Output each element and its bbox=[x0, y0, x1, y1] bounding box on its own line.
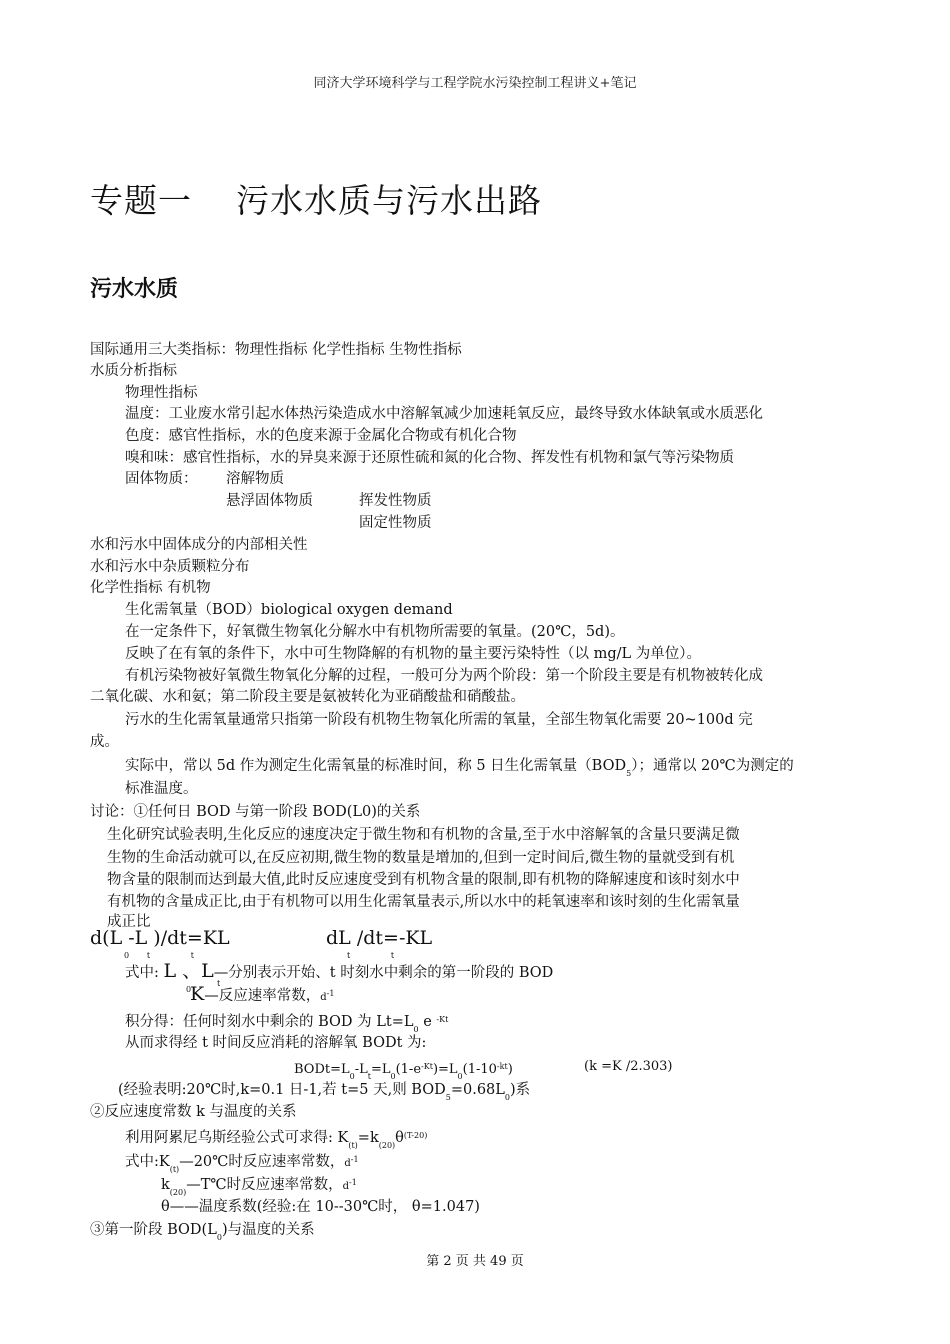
text-run: d bbox=[342, 1181, 350, 1192]
text-run: e bbox=[418, 1014, 437, 1030]
text-run: )与温度的关系 bbox=[221, 1222, 315, 1238]
text-run: 利用阿累尼乌斯经验公式可求得: K bbox=[125, 1130, 349, 1146]
superscript: -Kt bbox=[436, 1015, 449, 1024]
text-line: ②反应速度常数 k 与温度的关系 bbox=[90, 1104, 297, 1120]
equation-1: d(L -L )/dt=KL bbox=[90, 927, 230, 949]
subscript: 5 bbox=[626, 769, 632, 778]
title-part-1: 专题一 bbox=[90, 181, 192, 220]
subscript: (t) bbox=[169, 1165, 180, 1174]
text-line: 水质分析指标 bbox=[90, 363, 177, 379]
subscript: 0 bbox=[504, 1093, 511, 1102]
text-run: =0.68L bbox=[450, 1082, 505, 1098]
text-run: =k bbox=[357, 1130, 379, 1146]
equation-2: dL /dt=-KL bbox=[326, 927, 433, 949]
text-run: d bbox=[344, 1158, 351, 1169]
text-run: 积分得：任何时刻水中剩余的 BOD 为 Lt=L bbox=[125, 1014, 414, 1030]
text-line: 反映了在有氧的条件下，水中可生物降解的有机物的量主要污染特性（以 mg/L 为单位）。 bbox=[125, 646, 702, 662]
equation-2-subscripts: t t bbox=[347, 951, 395, 960]
text-line: 嗅和味：感官性指标，水的异臭来源于还原性硫和氮的化合物、挥发性有机物和氯气等污染物质 bbox=[125, 450, 734, 466]
text-run: )系 bbox=[510, 1082, 531, 1098]
equation-1-subscripts: 0 t t bbox=[124, 951, 195, 960]
text-run: ）；通常以 20℃为测定的 bbox=[631, 758, 794, 774]
text-line: 有机物的含量成正比,由于有机物可以用生化需氧量表示,所以水中的耗氧速率和该时刻的生化需氧量 bbox=[107, 894, 740, 910]
page-header: 同济大学环境科学与工程学院水污染控制工程讲义+笔记 bbox=[313, 76, 637, 91]
page-title bbox=[90, 175, 542, 222]
subscript: 0 bbox=[390, 1072, 396, 1081]
text-run: (1-10 bbox=[462, 1062, 497, 1077]
text-run: 实际中，常以 5d 作为测定生化需氧量的标准时间，称 5 日生化需氧量（BOD bbox=[125, 758, 627, 774]
text-line: 化学性指标 有机物 bbox=[90, 580, 211, 596]
superscript: -Kt bbox=[421, 1062, 433, 1071]
text-line: 生化需氧量（BOD）biological oxygen demand bbox=[125, 602, 453, 618]
title-part-2: 污水水质与污水出路 bbox=[236, 181, 542, 220]
text-run: —T℃时反应速率常数， bbox=[186, 1177, 343, 1193]
subscript: 5 bbox=[445, 1093, 451, 1102]
text-run: =L bbox=[370, 1062, 391, 1077]
text-run: d bbox=[320, 992, 327, 1003]
text-run: —分别表示开始、t 时刻水中剩余的第一阶段的 BOD bbox=[213, 965, 554, 981]
text-line bbox=[125, 756, 794, 784]
text-line: 在一定条件下，好氧微生物氧化分解水中有机物所需要的氧量。(20℃，5d)。 bbox=[125, 624, 625, 640]
subscript: (20) bbox=[169, 1188, 187, 1197]
text-run: -L bbox=[354, 1062, 368, 1077]
section-heading: 污水水质 bbox=[90, 277, 179, 302]
text-run: (经验表明:20℃时,k=0.1 日-1,若 t=5 天,则 BOD bbox=[118, 1082, 446, 1098]
subscript: t bbox=[217, 979, 221, 988]
text-line: 污水的生化需氧量通常只指第一阶段有机物生物氧化所需的氧量，全部生物氧化需要 20~100d 完 bbox=[125, 712, 753, 728]
text-line: 讨论：①任何日 BOD 与第一阶段 BOD(L0)的关系 bbox=[90, 804, 421, 820]
text-line: θ——温度系数(经验:在 10--30℃时， θ=1.047) bbox=[161, 1199, 480, 1215]
text-line: 水和污水中固体成分的内部相关性 bbox=[90, 537, 308, 553]
text-run: θ bbox=[395, 1130, 404, 1146]
text-line: 成。 bbox=[90, 734, 119, 750]
superscript: -kt bbox=[496, 1062, 508, 1071]
text-run: L 、L bbox=[163, 960, 214, 982]
text-line: 温度：工业废水常引起水体热污染造成水中溶解氧减少加速耗氧反应，最终导致水体缺氧或水质恶化 bbox=[125, 406, 763, 422]
subscript: 0 bbox=[216, 1233, 222, 1242]
equation-3-note: (k =K /2.303) bbox=[584, 1059, 673, 1074]
text-line: 挥发性物质 bbox=[359, 493, 432, 509]
text-line: 色度：感官性指标，水的色度来源于金属化合物或有机化合物 bbox=[125, 428, 517, 444]
superscript: -1 bbox=[349, 1178, 357, 1187]
text-line: 从而求得经 t 时间反应消耗的溶解氧 BODt 为: bbox=[125, 1035, 427, 1051]
text-line: 固定性物质 bbox=[359, 515, 432, 531]
text-run: (1-e bbox=[395, 1062, 422, 1077]
text-run: K bbox=[190, 983, 205, 1005]
page-footer: 第 2 页 共 49 页 bbox=[426, 1254, 524, 1269]
text-run: ) bbox=[507, 1062, 513, 1077]
text-run: ③第一阶段 BOD(L bbox=[90, 1222, 217, 1238]
text-line: 悬浮固体物质 bbox=[226, 493, 313, 509]
text-run: )=L bbox=[432, 1062, 458, 1077]
text-run: —20℃时反应速率常数， bbox=[179, 1154, 345, 1170]
text-line bbox=[190, 984, 334, 1008]
subscript: 0 bbox=[186, 985, 192, 994]
subscript: (20) bbox=[378, 1141, 396, 1150]
text-line: 物含量的限制而达到最大值,此时反应速度受到有机物含量的限制,即有机物的降解速度和该时刻水中 bbox=[107, 872, 740, 888]
text-line: 有机污染物被好氧微生物氧化分解的过程，一般可分为两个阶段：第一个阶段主要是有机物被转化成 bbox=[125, 668, 763, 684]
text-line bbox=[90, 1220, 315, 1248]
text-line: 生化研究试验表明,生化反应的速度决定于微生物和有机物的含量,至于水中溶解氧的含量只要满足微 bbox=[107, 827, 740, 843]
text-line: 固体物质： bbox=[125, 471, 198, 487]
text-run: 式中:K bbox=[125, 1154, 170, 1170]
text-line: 溶解物质 bbox=[226, 471, 284, 487]
text-line: 物理性指标 bbox=[125, 385, 198, 401]
text-run: 式中: bbox=[125, 965, 164, 981]
superscript: (T-20) bbox=[403, 1131, 428, 1140]
text-run: k bbox=[161, 1177, 170, 1193]
subscript: 0 bbox=[457, 1072, 463, 1081]
subscript: 0 bbox=[413, 1025, 419, 1034]
text-line: 成正比 bbox=[107, 914, 151, 930]
superscript: -1 bbox=[326, 989, 335, 998]
text-run: BODt=L bbox=[294, 1062, 350, 1077]
text-line: 生物的生命活动就可以,在反应初期,微生物的数量是增加的,但到一定时间后,微生物的量就受到有机 bbox=[107, 850, 735, 866]
text-line: 二氧化碳、水和氨；第二阶段主要是氨被转化为亚硝酸盐和硝酸盐。 bbox=[90, 689, 525, 705]
superscript: -1 bbox=[350, 1155, 359, 1164]
subscript: t bbox=[367, 1072, 371, 1081]
subscript: (t) bbox=[348, 1141, 358, 1150]
text-line: 标准温度。 bbox=[125, 781, 198, 797]
text-line: 国际通用三大类指标：物理性指标 化学性指标 生物性指标 bbox=[90, 342, 462, 358]
subscript: 0 bbox=[349, 1072, 355, 1081]
text-line: 水和污水中杂质颗粒分布 bbox=[90, 559, 250, 575]
text-run: —反应速率常数， bbox=[204, 988, 321, 1004]
